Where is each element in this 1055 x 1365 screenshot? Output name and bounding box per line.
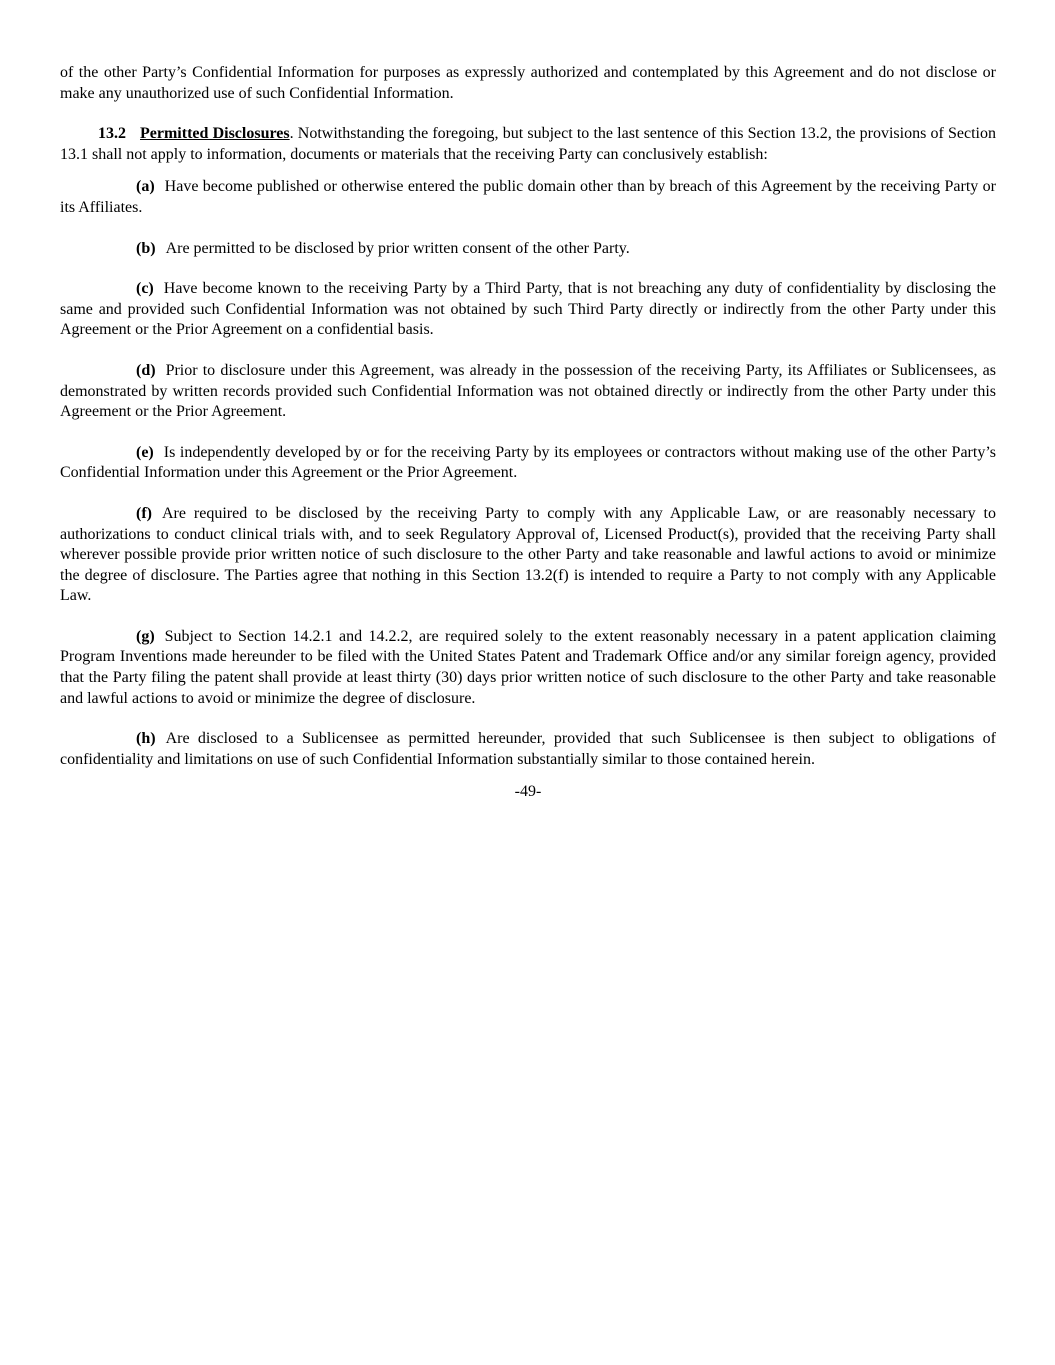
item-g: [60, 627, 996, 709]
item-label: (b): [136, 239, 156, 257]
item-h: [60, 729, 996, 770]
section-text: . Notwithstanding the foregoing, but subject to the last sentence of this Section 13.2, the provisions of Section 13.1 shall not apply to information, documents or materials that the receiving Party can conclusively establish:: [60, 125, 996, 163]
item-text: Subject to Section 14.2.1 and 14.2.2, are required solely to the extent reasonably necessary in a patent application claiming Program Inventions made hereunder to be filed with the United States Patent and Trademark Office and/or any similar foreign agency, provided that the Party filing the patent shall provide at least thirty (30) days prior written notice of such disclosure to the other Party and take reasonable and lawful actions to avoid or minimize the degree of disclosure.: [60, 627, 996, 707]
section-number: 13.2: [98, 125, 126, 143]
item-text: Is independently developed by or for the receiving Party by its employees or contractors without making use of the other Party’s Confidential Information under this Agreement or the Prior Agreement.: [60, 443, 996, 482]
item-text: Are permitted to be disclosed by prior written consent of the other Party.: [165, 239, 630, 257]
item-label: (a): [136, 178, 155, 196]
item-label: (g): [136, 627, 155, 645]
item-text: Have become published or otherwise entered the public domain other than by breach of this Agreement by the receiving Party or its Affiliates.: [60, 178, 996, 216]
item-text: Have become known to the receiving Party by a Third Party, that is not breaching any duty of confidentiality by disclosing the same and provided such Confidential Information was not obtained by such Third Party directly or indirectly from the other Party under this Agreement or the Prior Agreement on a confidential basis.: [60, 280, 996, 339]
item-label: (d): [136, 361, 156, 379]
item-text: Prior to disclosure under this Agreement, was already in the possession of the receiving Party, its Affiliates or Sublicensees, as demonstrated by written records provided such Confidential Information was not obtained directly or indirectly from the other Party under this Agreement or the Prior Agreement.: [60, 361, 996, 421]
item-b: [60, 239, 996, 260]
document-page: [60, 63, 996, 803]
page-number: -49-: [514, 783, 542, 801]
item-e: [60, 443, 996, 484]
item-text: Are disclosed to a Sublicensee as permitted hereunder, provided that such Sublicensee is then subject to obligations of confidentiality and limitations on use of such Confidential Information substantially similar to those contained herein.: [60, 730, 996, 768]
item-label: (f): [136, 504, 152, 522]
item-label: (c): [136, 280, 154, 298]
section-title: Permitted Disclosures: [140, 125, 290, 143]
section-13-2-paragraph: [60, 124, 996, 165]
item-a: [60, 177, 996, 218]
item-text: Are required to be disclosed by the receiving Party to comply with any Applicable Law, or are reasonably necessary to authorizations to conduct clinical trials with, and to seek Regulatory Approval of, Licensed Product(s), provided that the receiving Party shall wherever possible provide prior written notice of such disclosure to the other Party and take reasonable and lawful actions to avoid or minimize the degree of disclosure. The Parties agree that nothing in this Section 13.2(f) is intended to require a Party to not comply with any Applicable Law.: [60, 504, 996, 605]
item-label: (h): [136, 730, 156, 748]
item-d: [60, 361, 996, 423]
item-f: [60, 504, 996, 607]
item-label: (e): [136, 443, 154, 461]
intro-paragraph: of the other Party’s Confidential Information for purposes as expressly authorized and contemplated by this Agreement and do not disclose or make any unauthorized use of such Confidential Information.: [60, 64, 996, 102]
item-c: [60, 279, 996, 341]
